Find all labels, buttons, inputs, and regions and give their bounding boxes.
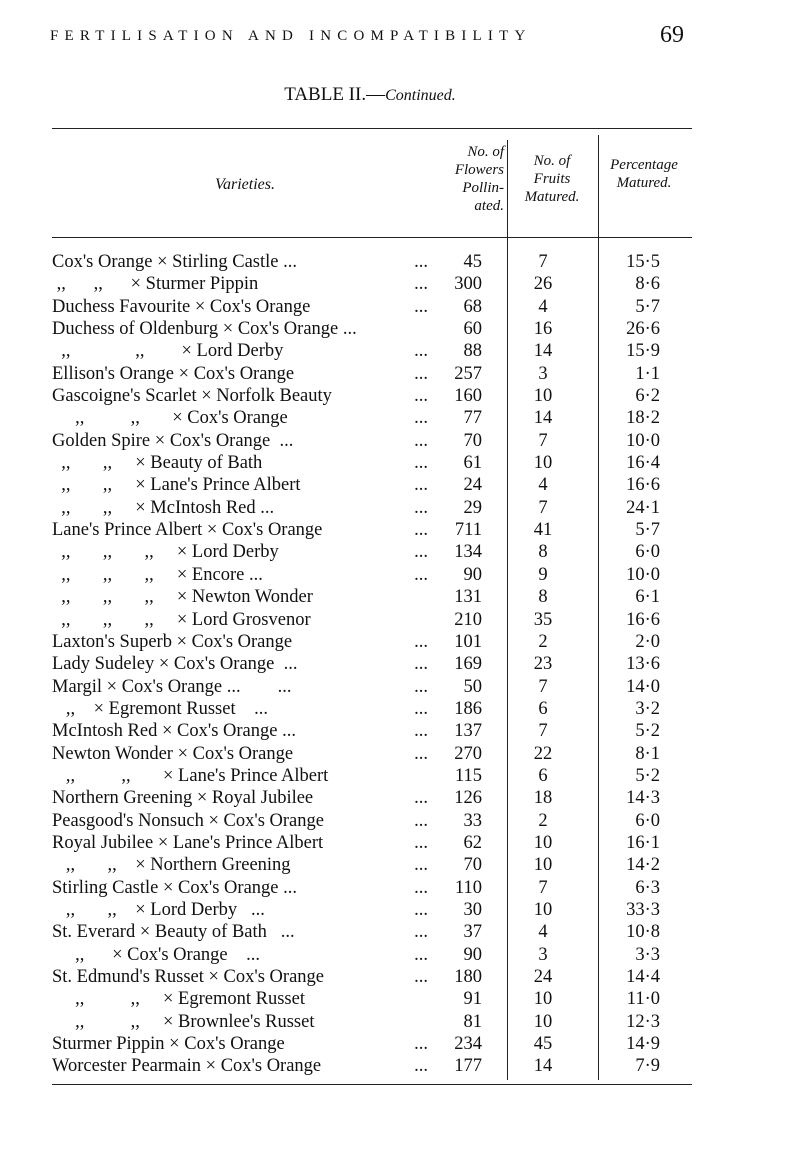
cell-variety: ,, ,, × Lord Derby ... xyxy=(52,899,265,920)
cell-flowers-pollinated: 131 xyxy=(454,587,482,608)
cell-fruits-matured: 22 xyxy=(533,743,553,764)
table-row xyxy=(52,720,712,742)
cell-leader-dots: ... xyxy=(414,877,428,898)
cell-fruits-matured: 6 xyxy=(538,698,548,719)
cell-percentage-matured: 6·3 xyxy=(635,877,660,898)
cell-percentage-matured: 15·5 xyxy=(626,252,660,272)
cell-leader-dots: ... xyxy=(414,542,428,563)
cell-leader-dots: ... xyxy=(414,408,428,429)
cell-leader-dots: ... xyxy=(414,1056,428,1077)
cell-fruits-matured: 6 xyxy=(538,765,548,786)
cell-percentage-matured: 16·1 xyxy=(626,832,660,853)
cell-fruits-matured: 3 xyxy=(538,944,548,965)
cell-leader-dots: ... xyxy=(414,899,428,920)
cell-variety: Margil × Cox's Orange ... ... xyxy=(52,676,292,697)
cell-variety: ,, ,, × Beauty of Bath xyxy=(52,453,263,474)
cell-percentage-matured: 1·1 xyxy=(635,363,660,384)
table-row xyxy=(52,698,712,720)
column-header-flowers xyxy=(428,143,504,215)
cell-percentage-matured: 10·8 xyxy=(626,922,660,943)
table-row xyxy=(52,430,712,452)
cell-percentage-matured: 16·4 xyxy=(626,453,660,474)
cell-flowers-pollinated: 257 xyxy=(454,363,482,384)
cell-percentage-matured: 5·2 xyxy=(635,765,660,786)
cell-flowers-pollinated: 61 xyxy=(463,453,482,474)
cell-variety: ,, ,, × Lord Derby xyxy=(52,341,284,362)
cell-variety: ,, ,, × Sturmer Pippin xyxy=(52,274,259,295)
cell-percentage-matured: 24·1 xyxy=(626,497,660,518)
table-row xyxy=(52,854,712,876)
cell-leader-dots: ... xyxy=(414,698,428,719)
cell-fruits-matured: 4 xyxy=(538,475,548,496)
cell-leader-dots: ... xyxy=(414,363,428,384)
cell-flowers-pollinated: 30 xyxy=(463,899,482,920)
table-row xyxy=(52,251,712,273)
cell-fruits-matured: 4 xyxy=(538,296,548,317)
cell-flowers-pollinated: 37 xyxy=(463,922,482,943)
cell-flowers-pollinated: 24 xyxy=(463,475,482,496)
table-row xyxy=(52,877,712,899)
cell-flowers-pollinated: 91 xyxy=(463,989,482,1010)
table-row xyxy=(52,899,712,921)
table-row xyxy=(52,765,712,787)
cell-flowers-pollinated: 270 xyxy=(454,743,482,764)
table-row xyxy=(52,541,712,563)
cell-fruits-matured: 10 xyxy=(533,1011,553,1032)
cell-variety: Gascoigne's Scarlet × Norfolk Beauty xyxy=(52,386,332,407)
cell-percentage-matured: 6·2 xyxy=(635,386,660,407)
cell-leader-dots: ... xyxy=(414,832,428,853)
cell-fruits-matured: 14 xyxy=(533,1056,553,1077)
table-row xyxy=(52,586,712,608)
cell-leader-dots: ... xyxy=(414,453,428,474)
cell-variety: ,, × Cox's Orange ... xyxy=(52,944,260,965)
header-line: Matured. xyxy=(616,175,672,191)
column-header-percentage xyxy=(598,156,690,192)
table-bottom-rule xyxy=(52,1084,692,1085)
cell-leader-dots: ... xyxy=(414,564,428,585)
cell-percentage-matured: 18·2 xyxy=(626,408,660,429)
cell-percentage-matured: 3·2 xyxy=(635,698,660,719)
cell-leader-dots: ... xyxy=(414,855,428,876)
cell-leader-dots: ... xyxy=(414,944,428,965)
cell-percentage-matured: 10·0 xyxy=(626,564,660,585)
table-row xyxy=(52,1011,712,1033)
cell-percentage-matured: 14·0 xyxy=(626,676,660,697)
running-header: FERTILISATION AND INCOMPATIBILITY xyxy=(50,28,532,44)
header-line: Pollin- xyxy=(462,180,504,196)
table-row xyxy=(52,407,712,429)
page-number: 69 xyxy=(660,22,684,48)
cell-fruits-matured: 24 xyxy=(533,967,553,987)
header-bottom-rule xyxy=(52,237,692,238)
table-row xyxy=(52,743,712,765)
cell-flowers-pollinated: 126 xyxy=(454,788,482,809)
cell-fruits-matured: 9 xyxy=(538,564,548,585)
table-row xyxy=(52,988,712,1010)
cell-flowers-pollinated: 300 xyxy=(454,274,482,295)
cell-percentage-matured: 8·6 xyxy=(635,274,660,295)
cell-flowers-pollinated: 88 xyxy=(463,341,482,362)
cell-variety: ,, ,, ,, × Lord Grosvenor xyxy=(52,609,311,630)
cell-variety: Ellison's Orange × Cox's Orange xyxy=(52,363,295,384)
cell-fruits-matured: 18 xyxy=(533,788,553,809)
cell-variety: ,, × Egremont Russet ... xyxy=(52,698,268,719)
cell-flowers-pollinated: 33 xyxy=(463,810,482,831)
cell-flowers-pollinated: 70 xyxy=(463,855,482,876)
cell-leader-dots: ... xyxy=(414,967,428,987)
cell-variety: McIntosh Red × Cox's Orange ... xyxy=(52,721,296,742)
table-row xyxy=(52,318,712,340)
cell-fruits-matured: 23 xyxy=(533,654,553,675)
column-header-varieties: Varieties. xyxy=(215,176,275,193)
cell-fruits-matured: 10 xyxy=(533,855,553,876)
cell-variety: Sturmer Pippin × Cox's Orange xyxy=(52,1034,285,1055)
cell-fruits-matured: 35 xyxy=(533,609,553,630)
cell-variety: Golden Spire × Cox's Orange ... xyxy=(52,430,294,451)
cell-percentage-matured: 10·0 xyxy=(626,430,660,451)
cell-variety: Stirling Castle × Cox's Orange ... xyxy=(52,877,297,898)
cell-variety: Duchess Favourite × Cox's Orange xyxy=(52,296,311,317)
cell-fruits-matured: 7 xyxy=(538,721,548,742)
cell-variety: ,, ,, ,, × Newton Wonder xyxy=(52,587,313,608)
cell-leader-dots: ... xyxy=(414,788,428,809)
cell-fruits-matured: 2 xyxy=(538,810,548,831)
cell-leader-dots: ... xyxy=(414,430,428,451)
cell-percentage-matured: 7·9 xyxy=(635,1056,660,1077)
cell-leader-dots: ... xyxy=(414,631,428,652)
cell-fruits-matured: 7 xyxy=(538,430,548,451)
cell-flowers-pollinated: 186 xyxy=(454,698,482,719)
table-row xyxy=(52,787,712,809)
cell-fruits-matured: 8 xyxy=(538,587,548,608)
cell-percentage-matured: 5·2 xyxy=(635,721,660,742)
cell-variety: ,, ,, × McIntosh Red ... xyxy=(52,497,275,518)
cell-variety: Laxton's Superb × Cox's Orange xyxy=(52,631,293,652)
cell-leader-dots: ... xyxy=(414,252,428,272)
cell-percentage-matured: 13·6 xyxy=(626,654,660,675)
cell-leader-dots: ... xyxy=(414,810,428,831)
cell-percentage-matured: 33·3 xyxy=(626,899,660,920)
table-row xyxy=(52,340,712,362)
cell-fruits-matured: 26 xyxy=(533,274,553,295)
cell-percentage-matured: 3·3 xyxy=(635,944,660,965)
header-line: No. of xyxy=(533,153,571,169)
cell-leader-dots: ... xyxy=(414,520,428,541)
cell-variety: ,, ,, ,, × Lord Derby xyxy=(52,542,279,563)
cell-flowers-pollinated: 234 xyxy=(454,1034,482,1055)
column-header-fruits xyxy=(508,152,596,206)
table-row xyxy=(52,631,712,653)
table-title-sub: Continued. xyxy=(385,87,456,104)
cell-flowers-pollinated: 70 xyxy=(463,430,482,451)
cell-percentage-matured: 6·0 xyxy=(635,810,660,831)
cell-flowers-pollinated: 29 xyxy=(463,497,482,518)
cell-fruits-matured: 14 xyxy=(533,341,553,362)
cell-variety: ,, ,, × Egremont Russet xyxy=(52,989,305,1010)
table-row xyxy=(52,832,712,854)
table-row xyxy=(52,676,712,698)
cell-flowers-pollinated: 90 xyxy=(463,944,482,965)
cell-flowers-pollinated: 177 xyxy=(454,1056,482,1077)
cell-variety: Duchess of Oldenburg × Cox's Orange ... xyxy=(52,319,357,340)
cell-leader-dots: ... xyxy=(414,497,428,518)
cell-flowers-pollinated: 45 xyxy=(463,252,482,272)
cell-leader-dots: ... xyxy=(414,296,428,317)
cell-percentage-matured: 26·6 xyxy=(626,319,660,340)
table-row xyxy=(52,474,712,496)
header-line: Matured. xyxy=(524,189,580,205)
cell-flowers-pollinated: 62 xyxy=(463,832,482,853)
cell-variety: ,, ,, × Lane's Prince Albert xyxy=(52,475,301,496)
cell-fruits-matured: 7 xyxy=(538,252,548,272)
cell-fruits-matured: 7 xyxy=(538,877,548,898)
cell-percentage-matured: 15·9 xyxy=(626,341,660,362)
cell-percentage-matured: 12·3 xyxy=(626,1011,660,1032)
header-line: Flowers xyxy=(454,162,504,178)
cell-flowers-pollinated: 711 xyxy=(454,520,482,541)
cell-variety: ,, ,, × Cox's Orange xyxy=(52,408,288,429)
cell-fruits-matured: 7 xyxy=(538,497,548,518)
table-row xyxy=(52,653,712,675)
cell-flowers-pollinated: 50 xyxy=(463,676,482,697)
cell-flowers-pollinated: 169 xyxy=(454,654,482,675)
cell-variety: Cox's Orange × Stirling Castle ... xyxy=(52,252,297,272)
cell-flowers-pollinated: 160 xyxy=(454,386,482,407)
table-row xyxy=(52,564,712,586)
cell-fruits-matured: 10 xyxy=(533,989,553,1010)
table-row xyxy=(52,1033,712,1055)
cell-percentage-matured: 14·2 xyxy=(626,855,660,876)
table-row xyxy=(52,810,712,832)
cell-flowers-pollinated: 77 xyxy=(463,408,482,429)
cell-variety: Royal Jubilee × Lane's Prince Albert xyxy=(52,832,324,853)
table-title-main: TABLE II.— xyxy=(284,84,386,105)
cell-percentage-matured: 16·6 xyxy=(626,475,660,496)
cell-fruits-matured: 45 xyxy=(533,1034,553,1055)
table-body xyxy=(52,251,712,1078)
cell-variety: Worcester Pearmain × Cox's Orange xyxy=(52,1056,322,1077)
cell-flowers-pollinated: 60 xyxy=(463,319,482,340)
cell-leader-dots: ... xyxy=(414,922,428,943)
cell-percentage-matured: 6·1 xyxy=(635,587,660,608)
table-row xyxy=(52,944,712,966)
cell-variety: Lane's Prince Albert × Cox's Orange xyxy=(52,520,323,541)
table-row xyxy=(52,363,712,385)
cell-percentage-matured: 14·9 xyxy=(626,1034,660,1055)
cell-variety: ,, ,, × Brownlee's Russet xyxy=(52,1011,315,1032)
cell-fruits-matured: 10 xyxy=(533,386,553,407)
cell-fruits-matured: 14 xyxy=(533,408,553,429)
cell-leader-dots: ... xyxy=(414,1034,428,1055)
cell-flowers-pollinated: 180 xyxy=(454,967,482,987)
table-row xyxy=(52,921,712,943)
cell-leader-dots: ... xyxy=(414,341,428,362)
cell-variety: ,, ,, ,, × Encore ... xyxy=(52,564,263,585)
cell-fruits-matured: 10 xyxy=(533,453,553,474)
cell-flowers-pollinated: 137 xyxy=(454,721,482,742)
cell-fruits-matured: 7 xyxy=(538,676,548,697)
cell-percentage-matured: 16·6 xyxy=(626,609,660,630)
cell-leader-dots: ... xyxy=(414,721,428,742)
cell-variety: ,, ,, × Lane's Prince Albert xyxy=(52,765,329,786)
cell-fruits-matured: 4 xyxy=(538,922,548,943)
cell-leader-dots: ... xyxy=(414,743,428,764)
cell-leader-dots: ... xyxy=(414,475,428,496)
table-row xyxy=(52,609,712,631)
cell-fruits-matured: 10 xyxy=(533,832,553,853)
cell-flowers-pollinated: 68 xyxy=(463,296,482,317)
cell-percentage-matured: 8·1 xyxy=(635,743,660,764)
cell-fruits-matured: 3 xyxy=(538,363,548,384)
cell-fruits-matured: 41 xyxy=(533,520,553,541)
cell-flowers-pollinated: 101 xyxy=(454,631,482,652)
cell-leader-dots: ... xyxy=(414,386,428,407)
table-row xyxy=(52,273,712,295)
header-line: ated. xyxy=(474,198,504,214)
cell-variety: Peasgood's Nonsuch × Cox's Orange xyxy=(52,810,324,831)
table-row xyxy=(52,497,712,519)
cell-leader-dots: ... xyxy=(414,274,428,295)
cell-percentage-matured: 6·0 xyxy=(635,542,660,563)
cell-percentage-matured: 5·7 xyxy=(635,520,660,541)
cell-percentage-matured: 14·4 xyxy=(626,967,660,987)
cell-flowers-pollinated: 81 xyxy=(463,1011,482,1032)
table-row xyxy=(52,296,712,318)
cell-fruits-matured: 16 xyxy=(533,319,553,340)
cell-leader-dots: ... xyxy=(414,654,428,675)
header-top-rule xyxy=(52,128,692,129)
cell-leader-dots: ... xyxy=(414,676,428,697)
table-row xyxy=(52,519,712,541)
cell-variety: Newton Wonder × Cox's Orange xyxy=(52,743,294,764)
cell-variety: ,, ,, × Northern Greening xyxy=(52,855,291,876)
cell-percentage-matured: 2·0 xyxy=(635,631,660,652)
cell-percentage-matured: 5·7 xyxy=(635,296,660,317)
cell-flowers-pollinated: 134 xyxy=(454,542,482,563)
cell-flowers-pollinated: 110 xyxy=(454,877,482,898)
table-row xyxy=(52,385,712,407)
table-title xyxy=(0,84,740,106)
cell-flowers-pollinated: 90 xyxy=(463,564,482,585)
cell-percentage-matured: 11·0 xyxy=(626,989,660,1010)
table-row xyxy=(52,966,712,988)
cell-variety: Northern Greening × Royal Jubilee xyxy=(52,788,314,809)
cell-fruits-matured: 10 xyxy=(533,899,553,920)
cell-flowers-pollinated: 210 xyxy=(454,609,482,630)
cell-percentage-matured: 14·3 xyxy=(626,788,660,809)
cell-variety: Lady Sudeley × Cox's Orange ... xyxy=(52,654,298,675)
cell-variety: St. Everard × Beauty of Bath ... xyxy=(52,922,295,943)
header-line: No. of xyxy=(467,144,504,160)
cell-fruits-matured: 2 xyxy=(538,631,548,652)
header-line: Percentage xyxy=(610,157,678,173)
cell-flowers-pollinated: 115 xyxy=(454,765,482,786)
table-row xyxy=(52,1055,712,1077)
cell-fruits-matured: 8 xyxy=(538,542,548,563)
cell-variety: St. Edmund's Russet × Cox's Orange xyxy=(52,967,324,987)
table-row xyxy=(52,452,712,474)
header-line: Fruits xyxy=(533,171,571,187)
